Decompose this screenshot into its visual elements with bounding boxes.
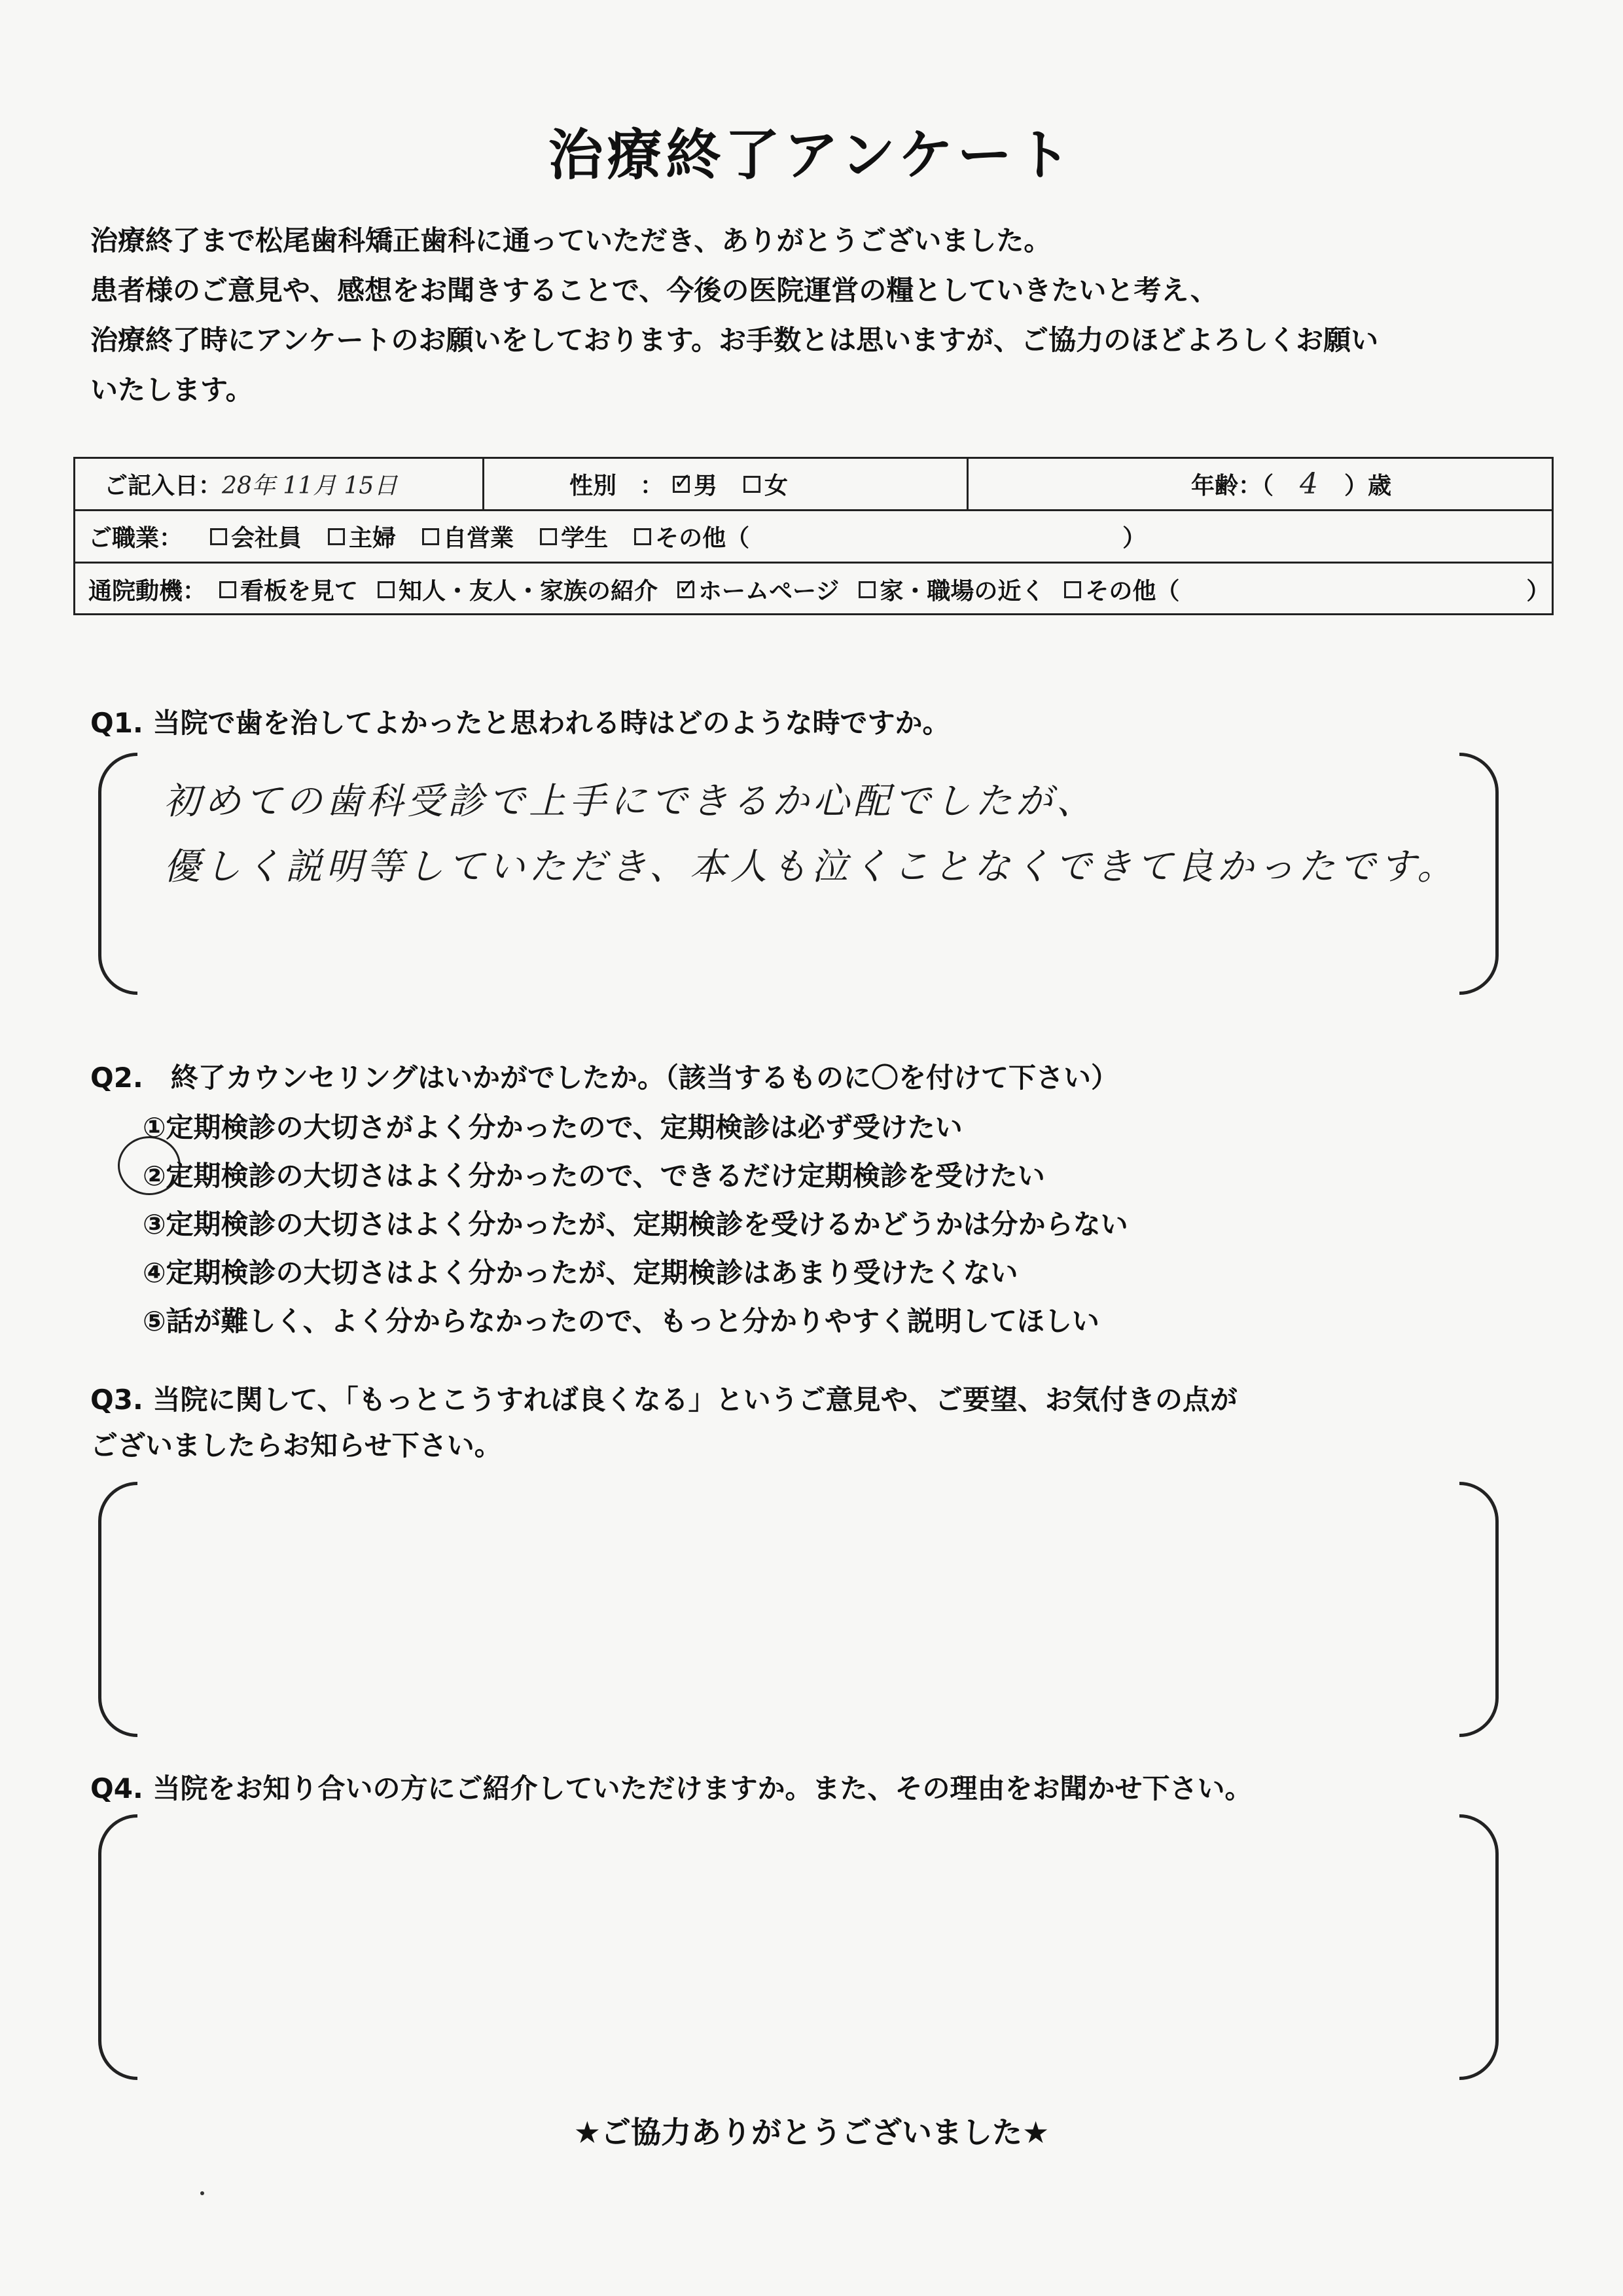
gender-option-label: 男 [694, 473, 718, 499]
motive-label: 通院動機： [88, 578, 207, 605]
job-option-other[interactable] [634, 520, 749, 553]
q3-answer-box[interactable] [98, 1482, 1499, 1737]
q1-question: Q1. 当院で歯を治してよかったと思われる時はどのような時ですか。 [90, 707, 950, 739]
q3-question-line2: ございましたらお知らせ下さい。 [90, 1429, 502, 1462]
checkbox[interactable] [859, 581, 876, 598]
date-value[interactable]: 28年 11月 15日 [222, 473, 398, 499]
job-option-label: 自営業 [443, 525, 514, 552]
checkbox[interactable] [540, 528, 557, 545]
q2-choice[interactable]: ①定期検診の大切さがよく分かったので、定期検診は必ず受けたい [143, 1111, 963, 1143]
checkbox[interactable] [328, 528, 345, 545]
q4-answer-box[interactable] [98, 1814, 1499, 2080]
motive-other-close: ） [1526, 578, 1550, 605]
motive-option-other[interactable] [1064, 573, 1179, 606]
checkbox-checked[interactable] [673, 476, 690, 493]
job-option-label: 学生 [561, 525, 609, 552]
closing-message: ★ご協力ありがとうございました★ [573, 2115, 1050, 2150]
job-option[interactable] [422, 520, 514, 553]
job-option-label: その他（ [655, 525, 750, 552]
gender-option-label: 女 [764, 473, 789, 499]
gender-option-female[interactable] [743, 467, 788, 501]
job-other-close: ） [1122, 525, 1147, 552]
intro-text [90, 216, 1582, 415]
q2-choice[interactable]: ④定期検診の大切さはよく分かったが、定期検診はあまり受けたくない [143, 1257, 1018, 1289]
motive-option-label: その他（ [1085, 578, 1180, 605]
q2-choice[interactable]: ⑤話が難しく、よく分からなかったので、もっと分かりやすく説明してほしい [143, 1305, 1099, 1337]
age-cell [967, 459, 1556, 509]
q2-choice[interactable]: ③定期検診の大切さはよく分かったが、定期検診を受けるかどうかは分からない [143, 1208, 1128, 1240]
job-cell [75, 511, 1552, 562]
checkbox[interactable] [210, 528, 227, 545]
intro-line: 治療終了まで松尾歯科矯正歯科に通っていただき、ありがとうございました。 [90, 224, 1052, 257]
motive-option[interactable] [378, 573, 658, 606]
gender-label: 性別 ： [569, 473, 664, 499]
checkbox[interactable] [378, 581, 395, 598]
stray-mark [200, 2191, 204, 2195]
job-option[interactable] [540, 520, 608, 553]
checkbox[interactable] [634, 528, 651, 545]
job-option[interactable] [210, 520, 302, 553]
motive-option-label: 家・職場の近く [880, 578, 1045, 605]
q1-answer-box[interactable] [98, 753, 1499, 995]
motive-option-label: 知人・友人・家族の紹介 [399, 578, 658, 605]
age-value[interactable]: 4 [1300, 467, 1319, 501]
motive-option[interactable] [677, 573, 839, 606]
info-row-motive [75, 564, 1552, 615]
q2-question: Q2. 終了カウンセリングはいかがでしたか。（該当するものに〇を付けて下さい） [90, 1062, 1119, 1094]
q1-answer-line: 初めての歯科受診で上手にできるか心配でしたが、 [164, 780, 1097, 823]
gender-option-male[interactable] [673, 467, 717, 501]
gender-cell [482, 459, 967, 509]
survey-title: 治療終了アンケート [548, 123, 1075, 187]
q2-choice-selected[interactable]: ②定期検診の大切さはよく分かったので、できるだけ定期検診を受けたい [143, 1160, 1045, 1192]
bracket-right [1459, 1814, 1499, 2080]
checkbox[interactable] [422, 528, 439, 545]
motive-cell [75, 564, 1552, 615]
bracket-left [98, 1814, 137, 2080]
intro-line: いたします。 [90, 374, 253, 406]
job-option[interactable] [328, 520, 396, 553]
age-label: 年齢：（ [1191, 473, 1274, 499]
bracket-right [1459, 753, 1499, 995]
job-option-label: 会社員 [231, 525, 302, 552]
q1-answer-line: 優しく説明等していただき、本人も泣くことなくできて良かったです。 [164, 846, 1458, 888]
q3-question-line1: Q3. 当院に関して、「もっとこうすれば良くなる」というご意見や、ご要望、お気付きの点が [90, 1384, 1238, 1416]
motive-option-label: ホームページ [698, 578, 840, 605]
intro-line: 治療終了時にアンケートのお願いをしております。お手数とは思いますが、ご協力のほどよろしくお願い [90, 324, 1379, 356]
bracket-left [98, 753, 137, 995]
job-option-label: 主婦 [349, 525, 397, 552]
bracket-right [1459, 1482, 1499, 1737]
checkbox[interactable] [1064, 581, 1081, 598]
info-table [73, 457, 1554, 615]
checkbox[interactable] [219, 581, 236, 598]
info-row-job [75, 511, 1552, 564]
checkbox-checked[interactable] [677, 581, 694, 598]
checkbox[interactable] [743, 476, 760, 493]
intro-line: 患者様のご意見や、感想をお聞きすることで、今後の医院運営の糧としていきたいと考え、 [90, 274, 1218, 306]
date-cell [75, 459, 482, 509]
age-suffix: ）歳 [1344, 473, 1392, 499]
motive-option-label: 看板を見て [240, 578, 359, 605]
job-label: ご職業： [88, 525, 183, 552]
date-label: ご記入日： [104, 473, 223, 499]
info-row-1 [75, 459, 1552, 511]
q4-question: Q4. 当院をお知り合いの方にご紹介していただけますか。また、その理由をお聞かせ下さい。 [90, 1772, 1253, 1804]
motive-option[interactable] [859, 573, 1044, 606]
motive-option[interactable] [219, 573, 358, 606]
bracket-left [98, 1482, 137, 1737]
